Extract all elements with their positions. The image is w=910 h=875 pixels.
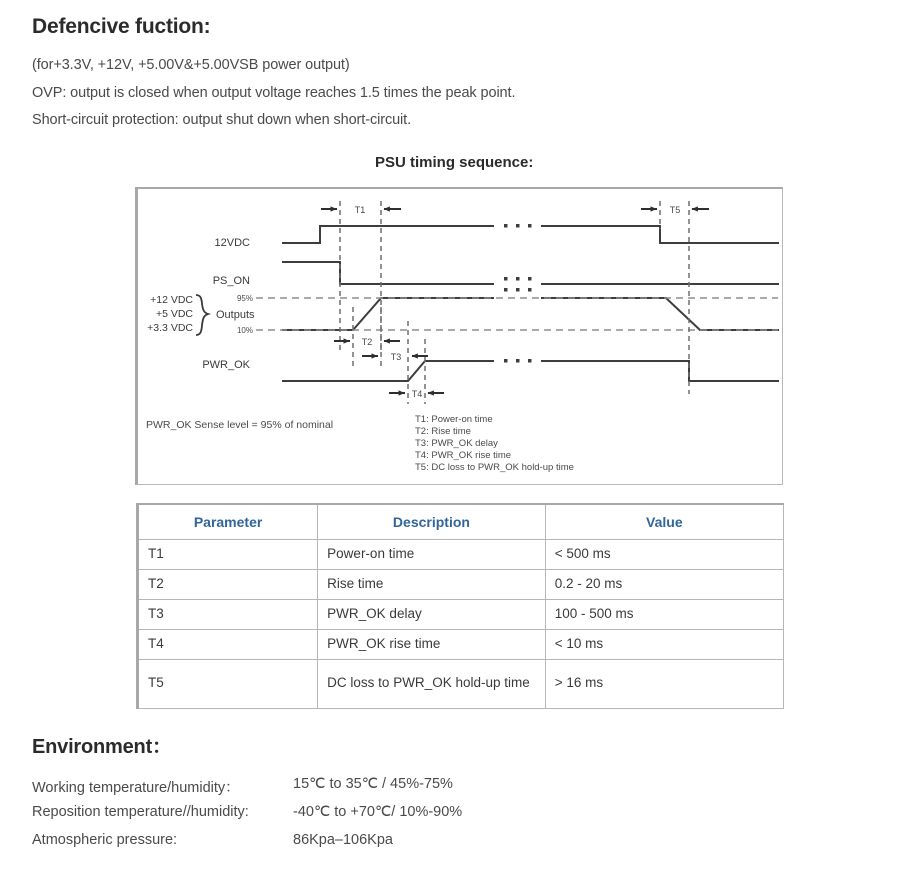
- psu-timing-diagram: [135, 187, 783, 485]
- cell-parameter: T2: [138, 569, 318, 599]
- column-header-value: Value: [545, 504, 783, 540]
- rail-label-33vdc: +3.3 VDC: [147, 322, 193, 334]
- rail-label-5vdc: +5 VDC: [155, 308, 193, 320]
- cell-description: DC loss to PWR_OK hold-up time: [318, 659, 546, 708]
- level-label-10: 10%: [236, 326, 253, 335]
- table-row: [138, 629, 784, 659]
- cell-description: PWR_OK delay: [318, 599, 546, 629]
- table-row: [138, 569, 784, 599]
- environment-label-working: Working temperature/humidity：: [32, 780, 240, 796]
- cell-parameter: T5: [138, 659, 318, 708]
- table-row: [138, 599, 784, 629]
- legend-item-t2: T2: Rise time: [415, 426, 471, 437]
- marker-t4-label: T4: [411, 389, 423, 399]
- marker-t1-label: T1: [354, 205, 366, 215]
- environment-value-reposition: -40℃ to +70℃/ 10%-90%: [293, 804, 463, 820]
- signal-label-12vdc: 12VDC: [214, 237, 250, 249]
- cell-value: < 500 ms: [545, 540, 783, 570]
- column-header-parameter: Parameter: [138, 504, 318, 540]
- psu-timing-svg: [138, 189, 782, 483]
- cell-description: PWR_OK rise time: [318, 629, 546, 659]
- legend-item-t1: T1: Power-on time: [415, 414, 493, 425]
- defensive-function-heading: Defencive fuction:: [32, 15, 211, 38]
- defensive-line-2: Short-circuit protection: output shut down when short-circuit.: [32, 112, 412, 128]
- defensive-line-0: (for+3.3V, +12V, +5.00V&+5.00VSB power output): [32, 57, 350, 73]
- signal-label-ps-on: PS_ON: [212, 275, 250, 287]
- level-label-95: 95%: [236, 294, 253, 303]
- column-header-description: Description: [318, 504, 546, 540]
- signal-label-outputs: Outputs: [216, 309, 255, 321]
- cell-description: Rise time: [318, 569, 546, 599]
- pwr-ok-sense-note: PWR_OK Sense level = 95% of nominal: [146, 419, 334, 431]
- cell-description: Power-on time: [318, 540, 546, 570]
- timing-parameter-table: [136, 503, 784, 709]
- cell-value: > 16 ms: [545, 659, 783, 708]
- psu-timing-caption: PSU timing sequence:: [375, 154, 534, 171]
- environment-value-pressure: 86Kpa–106Kpa: [293, 832, 393, 848]
- environment-label-reposition: Reposition temperature//humidity:: [32, 804, 249, 820]
- rails-brace-icon: [196, 295, 208, 335]
- marker-t3-label: T3: [390, 352, 402, 362]
- rail-label-12vdc: +12 VDC: [150, 294, 193, 306]
- cell-value: < 10 ms: [545, 629, 783, 659]
- table-header-row: [138, 504, 784, 540]
- table-row: [138, 659, 784, 708]
- table-row: [138, 540, 784, 570]
- marker-t2-label: T2: [361, 337, 373, 347]
- environment-value-working: 15℃ to 35℃ / 45%-75%: [293, 776, 453, 792]
- cell-parameter: T3: [138, 599, 318, 629]
- legend-item-t5: T5: DC loss to PWR_OK hold-up time: [415, 462, 574, 473]
- marker-t5-label: T5: [669, 205, 681, 215]
- cell-value: 100 - 500 ms: [545, 599, 783, 629]
- legend-item-t3: T3: PWR_OK delay: [415, 438, 498, 449]
- environment-heading: Environment：: [32, 736, 172, 758]
- environment-label-pressure: Atmospheric pressure:: [32, 832, 178, 848]
- signal-label-pwr-ok: PWR_OK: [202, 359, 250, 371]
- cell-parameter: T4: [138, 629, 318, 659]
- cell-value: 0.2 - 20 ms: [545, 569, 783, 599]
- legend-item-t4: T4: PWR_OK rise time: [415, 450, 512, 461]
- cell-parameter: T1: [138, 540, 318, 570]
- defensive-line-1: OVP: output is closed when output voltage reaches 1.5 times the peak point.: [32, 85, 516, 101]
